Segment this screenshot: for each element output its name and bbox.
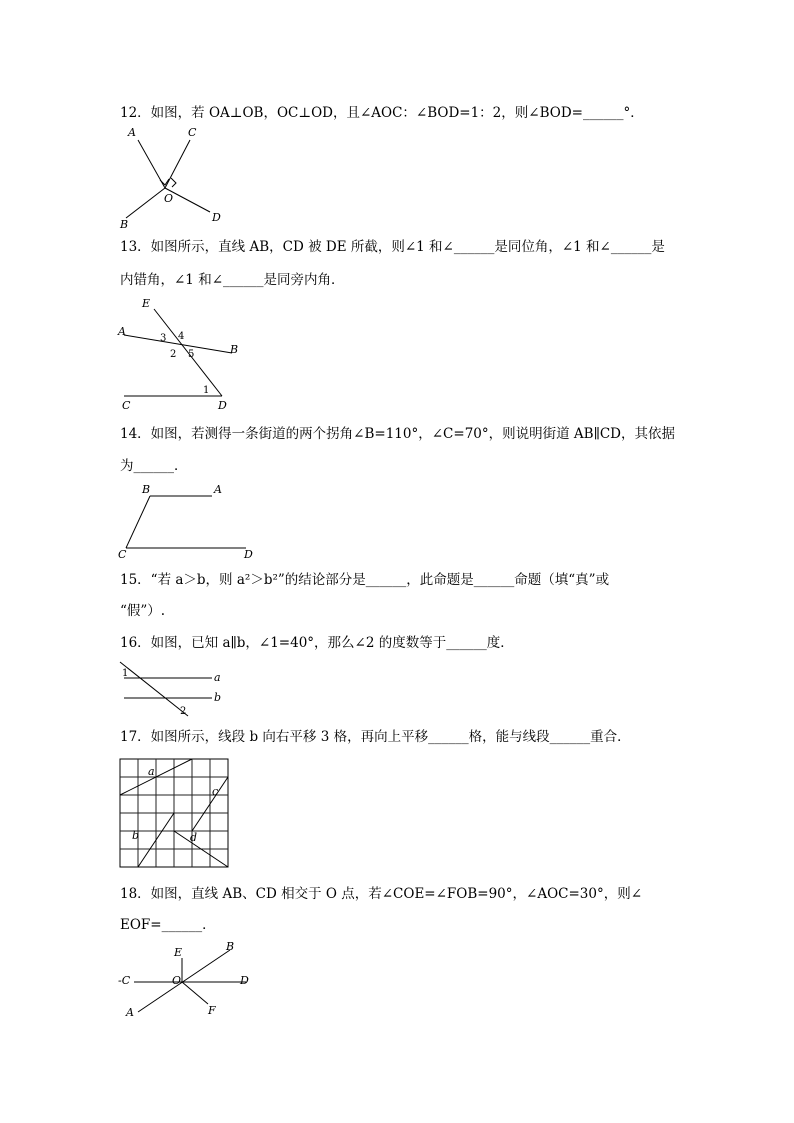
label-f: F bbox=[208, 1004, 216, 1017]
q17-figure bbox=[118, 757, 232, 871]
label-c: c bbox=[212, 785, 219, 798]
q14-figure bbox=[110, 480, 260, 564]
q13-text-2: 内错角，∠1 和∠______是同旁内角． bbox=[120, 272, 345, 288]
label-a: A bbox=[126, 1006, 134, 1019]
label-d: D bbox=[218, 399, 227, 412]
label-4: 4 bbox=[178, 331, 185, 342]
q14-text-1: 14．如图，若测得一条街道的两个拐角∠B=110°，∠C=70°，则说明街道 AB∥CD，其依据 bbox=[120, 426, 675, 442]
label-d: D bbox=[212, 211, 221, 224]
q18-figure bbox=[112, 938, 252, 1020]
transversal bbox=[120, 662, 188, 716]
q12-figure bbox=[110, 122, 230, 230]
label-5: 5 bbox=[188, 349, 195, 360]
label-b: b bbox=[214, 691, 222, 704]
label-b: b bbox=[132, 829, 140, 842]
label-1: 1 bbox=[203, 385, 210, 396]
label-a: a bbox=[148, 765, 155, 778]
label-d: D bbox=[244, 548, 253, 561]
label-o: O bbox=[164, 192, 174, 205]
label-o: O bbox=[172, 974, 182, 987]
label-1: 1 bbox=[122, 668, 129, 679]
ray-oc bbox=[165, 140, 190, 188]
label-e: E bbox=[142, 297, 151, 310]
segment-bc bbox=[126, 496, 150, 548]
label-2: 2 bbox=[170, 349, 177, 360]
label-b: B bbox=[226, 940, 235, 953]
q12-text: 12．如图，若 OA⊥OB，OC⊥OD，且∠AOC：∠BOD=1：2，则∠BOD=______°． bbox=[120, 105, 644, 121]
label-d: d bbox=[190, 831, 198, 844]
label-b: B bbox=[142, 483, 151, 496]
label-2: 2 bbox=[180, 706, 187, 717]
ray-of bbox=[182, 982, 208, 1004]
label-a: A bbox=[118, 325, 126, 338]
label-a: A bbox=[128, 126, 136, 139]
line-ab bbox=[138, 950, 230, 1012]
q16-figure bbox=[112, 658, 232, 720]
label-c: -C bbox=[118, 974, 131, 987]
label-d: D bbox=[240, 974, 249, 987]
label-c: C bbox=[118, 548, 127, 561]
q16-text: 16．如图，已知 a∥b，∠1=40°，那么∠2 的度数等于______度． bbox=[120, 635, 514, 651]
q18-text-2: EOF=______． bbox=[120, 917, 216, 933]
label-3: 3 bbox=[160, 333, 167, 344]
q13-figure bbox=[110, 295, 250, 413]
label-a: a bbox=[214, 671, 221, 684]
label-c: C bbox=[188, 126, 197, 139]
label-e: E bbox=[174, 946, 183, 959]
q15-text-1: 15．“若 a＞b，则 a²＞b²”的结论部分是______，此命题是______命题（填“真”或 bbox=[120, 572, 610, 588]
q17-text: 17．如图所示，线段 b 向右平移 3 格，再向上平移______格，能与线段______重合． bbox=[120, 729, 631, 745]
label-b: B bbox=[120, 218, 129, 231]
label-a: A bbox=[214, 483, 222, 496]
label-c: C bbox=[122, 399, 131, 412]
right-angle-mark-2 bbox=[171, 178, 176, 187]
q18-text-1: 18．如图，直线 AB、CD 相交于 O 点，若∠COE=∠FOB=90°，∠AOC=30°，则∠ bbox=[120, 886, 643, 902]
q14-text-2: 为______． bbox=[120, 458, 188, 474]
label-b: B bbox=[230, 343, 239, 356]
ray-ob bbox=[126, 188, 165, 218]
q15-text-2: “假”）. bbox=[120, 603, 166, 619]
q13-text-1: 13．如图所示，直线 AB，CD 被 DE 所截，则∠1 和∠______是同位角，∠1 和∠______是 bbox=[120, 239, 665, 255]
